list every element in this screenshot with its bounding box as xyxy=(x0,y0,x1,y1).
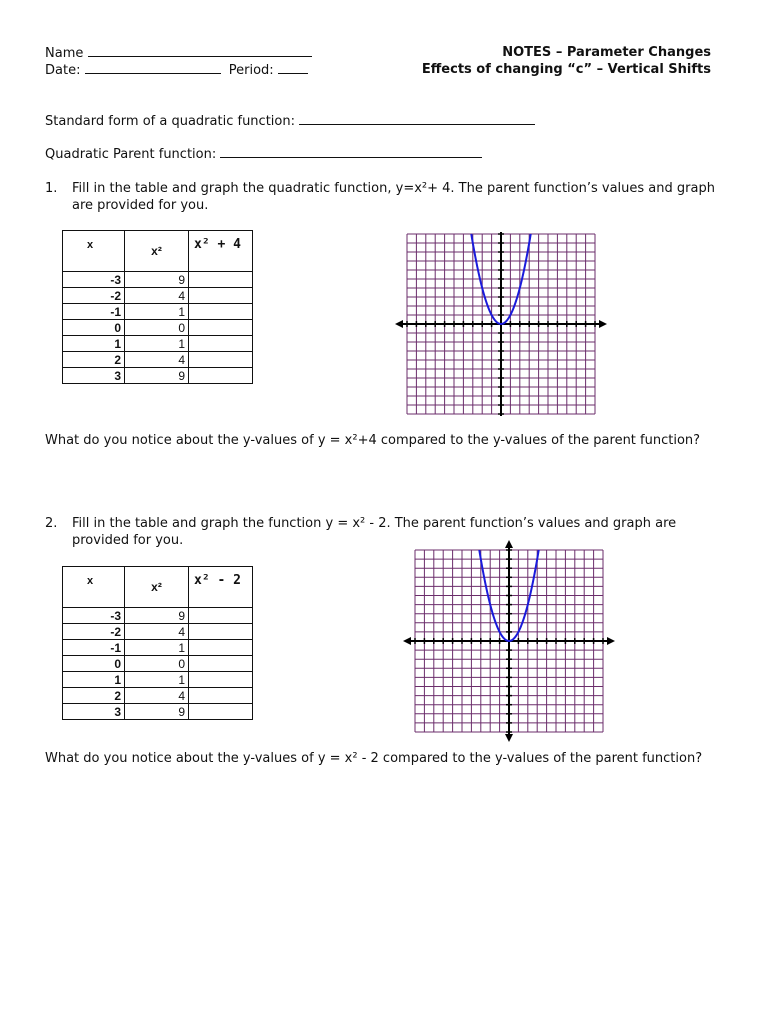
name-line xyxy=(45,45,312,61)
answer-cell[interactable] xyxy=(189,704,253,720)
x-squared-cell: 9 xyxy=(125,704,189,720)
page-title: NOTES – Parameter Changes xyxy=(502,45,711,60)
x-squared-cell: 1 xyxy=(125,640,189,656)
standard-form-field[interactable] xyxy=(299,113,535,125)
x-squared-cell: 1 xyxy=(125,672,189,688)
x-squared-cell: 1 xyxy=(125,336,189,352)
table-header-row xyxy=(63,567,253,608)
answer-cell[interactable] xyxy=(189,304,253,320)
table-row xyxy=(63,352,253,368)
answer-cell[interactable] xyxy=(189,672,253,688)
x-squared-cell: 0 xyxy=(125,656,189,672)
period-label: Period: xyxy=(228,63,274,78)
answer-cell[interactable] xyxy=(189,352,253,368)
table-row xyxy=(63,272,253,288)
x-squared-cell: 9 xyxy=(125,272,189,288)
q2-coordinate-graph[interactable] xyxy=(403,540,615,742)
header-x: x xyxy=(63,231,125,272)
table-row xyxy=(63,304,253,320)
x-cell: -2 xyxy=(63,624,125,640)
y-axis-up-arrow xyxy=(505,540,513,548)
standard-form-label: Standard form of a quadratic function: xyxy=(45,114,295,129)
x-squared-cell: 1 xyxy=(125,304,189,320)
y-axis-down-arrow xyxy=(505,734,513,742)
answer-cell[interactable] xyxy=(189,336,253,352)
q1-question: What do you notice about the y-values of y = x²+4 compared to the y-values of the parent function? xyxy=(45,433,701,448)
answer-cell[interactable] xyxy=(189,272,253,288)
x-axis-right-arrow xyxy=(607,637,615,645)
x-cell: 1 xyxy=(63,336,125,352)
standard-form-line xyxy=(45,113,535,129)
q1-instructions xyxy=(45,180,735,214)
table-row xyxy=(63,368,253,384)
parent-function-line xyxy=(45,146,482,162)
header-x-squared: x² xyxy=(125,231,189,272)
x-squared-cell: 9 xyxy=(125,368,189,384)
x-squared-cell: 0 xyxy=(125,320,189,336)
x-cell: 1 xyxy=(63,672,125,688)
table-row xyxy=(63,624,253,640)
q1-value-table xyxy=(62,230,253,384)
name-field[interactable] xyxy=(88,45,312,57)
period-field[interactable] xyxy=(278,62,308,74)
x-cell: 0 xyxy=(63,656,125,672)
x-squared-cell: 4 xyxy=(125,352,189,368)
header-x: x xyxy=(63,567,125,608)
x-cell: 3 xyxy=(63,368,125,384)
x-axis-left-arrow xyxy=(403,637,411,645)
table-header-row xyxy=(63,231,253,272)
table-row xyxy=(63,688,253,704)
x-cell: 2 xyxy=(63,352,125,368)
x-cell: 0 xyxy=(63,320,125,336)
x-squared-cell: 4 xyxy=(125,288,189,304)
x-squared-cell: 4 xyxy=(125,688,189,704)
x-cell: -3 xyxy=(63,272,125,288)
table-row xyxy=(63,640,253,656)
answer-cell[interactable] xyxy=(189,640,253,656)
x-axis-left-arrow xyxy=(395,320,403,328)
q1-number: 1. xyxy=(45,181,58,196)
table-row xyxy=(63,608,253,624)
answer-cell[interactable] xyxy=(189,688,253,704)
x-cell: -1 xyxy=(63,640,125,656)
answer-cell[interactable] xyxy=(189,624,253,640)
answer-cell[interactable] xyxy=(189,368,253,384)
answer-cell[interactable] xyxy=(189,288,253,304)
answer-cell[interactable] xyxy=(189,320,253,336)
q2-text: Fill in the table and graph the function y = x² - 2. The parent function’s values and graph are provided for you. xyxy=(72,516,677,548)
table-row xyxy=(63,288,253,304)
answer-cell[interactable] xyxy=(189,656,253,672)
date-line xyxy=(45,62,308,78)
answer-cell[interactable] xyxy=(189,608,253,624)
x-squared-cell: 4 xyxy=(125,624,189,640)
x-cell: -2 xyxy=(63,288,125,304)
q2-value-table xyxy=(62,566,253,720)
table-row xyxy=(63,704,253,720)
parent-function-label: Quadratic Parent function: xyxy=(45,147,217,162)
table-row xyxy=(63,672,253,688)
x-cell: 3 xyxy=(63,704,125,720)
q2-number: 2. xyxy=(45,516,58,531)
table-row xyxy=(63,336,253,352)
q1-text: Fill in the table and graph the quadratic function, y=x²+ 4. The parent function’s values and graph are provided for you. xyxy=(72,181,715,213)
date-field[interactable] xyxy=(85,62,221,74)
date-label: Date: xyxy=(45,63,81,78)
x-cell: -1 xyxy=(63,304,125,320)
q1-coordinate-graph[interactable] xyxy=(395,232,607,416)
parent-function-field[interactable] xyxy=(220,146,482,158)
x-axis-right-arrow xyxy=(599,320,607,328)
q2-question: What do you notice about the y-values of y = x² - 2 compared to the y-values of the parent function? xyxy=(45,751,703,766)
header-x-squared-plus-4: x² + 4 xyxy=(189,231,253,272)
x-squared-cell: 9 xyxy=(125,608,189,624)
x-cell: -3 xyxy=(63,608,125,624)
header-x-squared-minus-2: x² - 2 xyxy=(189,567,253,608)
name-label: Name xyxy=(45,46,84,61)
x-cell: 2 xyxy=(63,688,125,704)
table-row xyxy=(63,320,253,336)
page-subtitle: Effects of changing “c” – Vertical Shifts xyxy=(421,62,711,77)
header-x-squared: x² xyxy=(125,567,189,608)
table-row xyxy=(63,656,253,672)
